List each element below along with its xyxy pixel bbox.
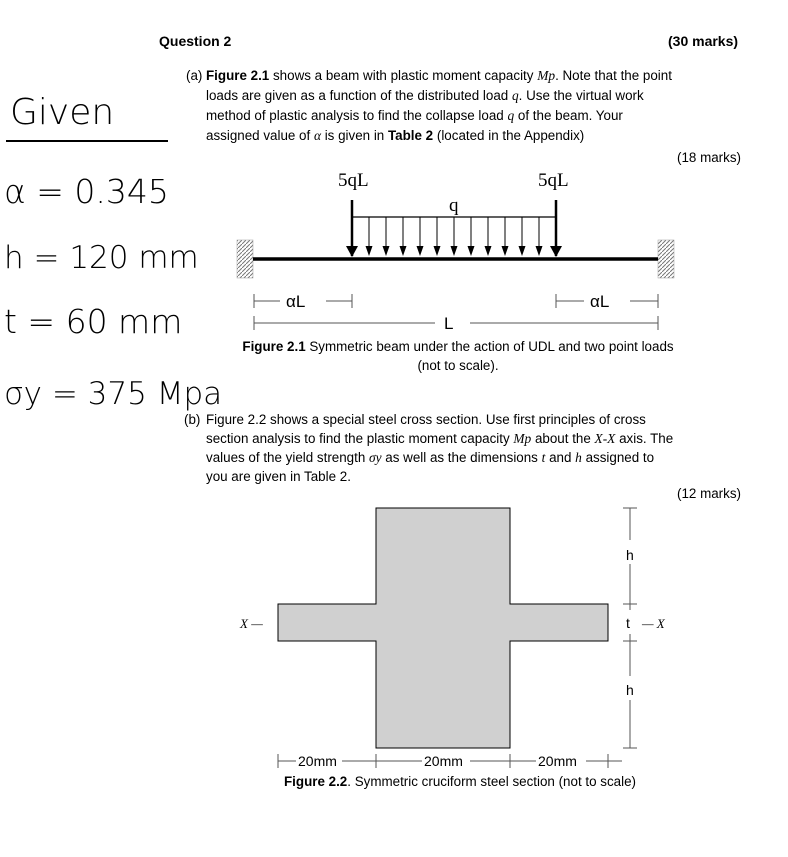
part-b-text [206, 410, 766, 486]
part-b-line-4: you are given in Table 2. [206, 469, 351, 484]
question-title: Question 2 [159, 33, 232, 49]
udl-label: q [449, 195, 459, 216]
axis-left-label: X — [240, 616, 263, 631]
udl-arrow-head [400, 246, 407, 256]
part-a-line-1: Figure 2.1 shows a beam with plastic moment capacity Mp. Note that the point [206, 68, 672, 83]
dim-w3-label: 20mm [538, 753, 577, 769]
figure-2-1 [230, 160, 690, 335]
udl-arrow-head [434, 246, 441, 256]
udl-arrow-head [485, 246, 492, 256]
part-a-line-3: method of plastic analysis to find the collapse load q of the beam. Your [206, 108, 623, 123]
part-b-label: (b) [184, 412, 201, 427]
dim-h-top-label: h [626, 547, 634, 563]
handwritten-given: Given [10, 92, 115, 133]
dim-left-label: αL [286, 292, 306, 311]
load-left-label: 5qL [338, 170, 369, 191]
dim-right-label: αL [590, 292, 610, 311]
udl-arrow-head [519, 246, 526, 256]
dim-t-label: t [626, 615, 630, 631]
part-b-line-1: Figure 2.2 shows a special steel cross section. Use first principles of cross [206, 412, 646, 427]
left-fixed-support [237, 240, 253, 278]
part-b-marks: (12 marks) [677, 486, 741, 501]
udl-arrow-head [417, 246, 424, 256]
right-fixed-support [658, 240, 674, 278]
part-a-line-4: assigned value of α is given in Table 2 (located in the Appendix) [206, 128, 585, 143]
handwritten-sigma: σy = 375 Mpa [4, 376, 223, 412]
load-right-label: 5qL [538, 170, 569, 191]
part-a-line-2: loads are given as a function of the distributed load q. Use the virtual work [206, 88, 644, 103]
total-marks: (30 marks) [668, 33, 739, 49]
handwritten-alpha: α = 0.345 [4, 172, 169, 211]
dim-h-bottom-label: h [626, 682, 634, 698]
part-a-label: (a) [186, 68, 203, 83]
figure-2-1-caption: Figure 2.1 Symmetric beam under the action of UDL and two point loads (not to scale). [242, 339, 674, 373]
udl-arrows [366, 217, 543, 256]
udl-arrow-head [502, 246, 509, 256]
udl-arrow-head [451, 246, 458, 256]
part-a-text [206, 66, 756, 146]
handwritten-h: h = 120 mm [4, 240, 199, 276]
part-b-line-2: section analysis to find the plastic moment capacity Mp about the X-X axis. The [206, 431, 674, 446]
dim-w2-label: 20mm [424, 753, 463, 769]
part-a-marks: (18 marks) [677, 150, 741, 165]
figure-2-2-caption: Figure 2.2. Symmetric cruciform steel section (not to scale) [284, 774, 636, 789]
handwritten-t: t = 60 mm [4, 302, 183, 341]
handwritten-underline [6, 140, 168, 142]
cruciform-section [278, 508, 608, 748]
udl-arrow-head [536, 246, 543, 256]
part-b-line-3: values of the yield strength σy as well as the dimensions t and h assigned to [206, 450, 655, 465]
udl-arrow-head [366, 246, 373, 256]
udl-arrow-head [383, 246, 390, 256]
dim-w1-label: 20mm [298, 753, 337, 769]
dim-total-label: L [444, 314, 454, 333]
fig-2-1-ref: Figure 2.1 [206, 68, 270, 83]
figure-2-2 [230, 500, 700, 775]
point-load-left-head [346, 246, 358, 257]
udl-arrow-head [468, 246, 475, 256]
point-load-right-head [550, 246, 562, 257]
axis-right-label: — X [642, 616, 665, 631]
